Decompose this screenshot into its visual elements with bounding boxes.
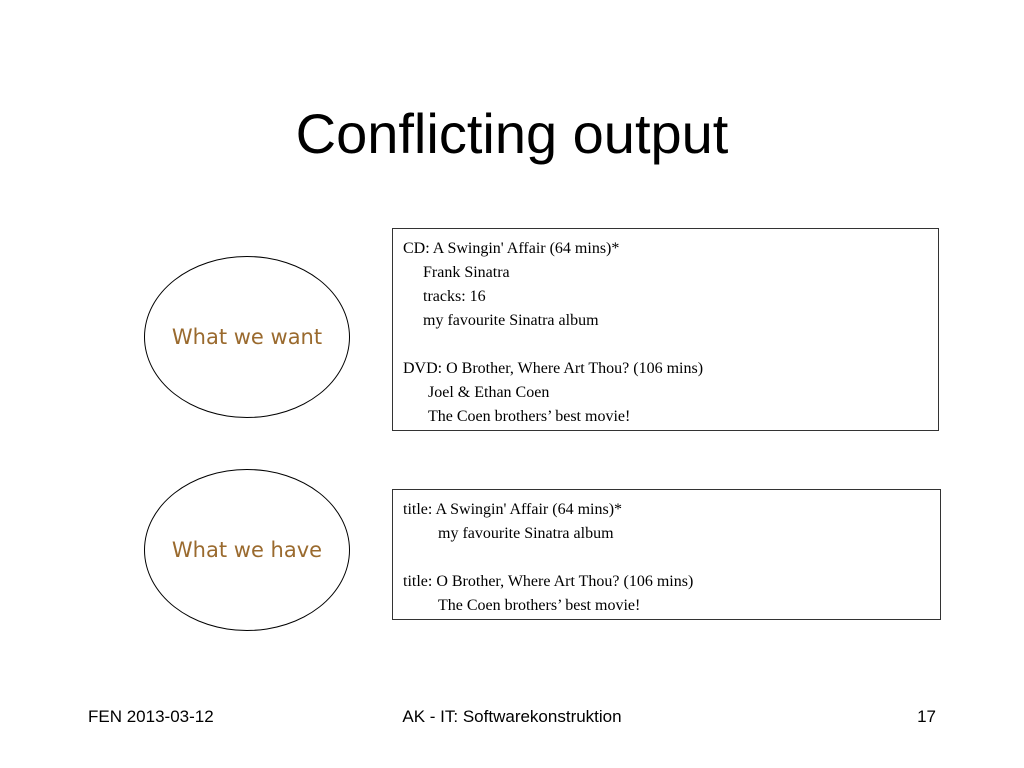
slide-title: Conflicting output [295, 102, 729, 165]
output-line: CD: A Swingin' Affair (64 mins)* [403, 240, 620, 257]
output-line: my favourite Sinatra album [438, 525, 614, 542]
footer-page-number: 17 [917, 707, 936, 726]
what-we-have-label: What we have [171, 538, 323, 562]
output-line: The Coen brothers’ best movie! [428, 408, 631, 425]
blank-line [403, 546, 930, 570]
output-line: Frank Sinatra [423, 264, 510, 281]
output-line: title: O Brother, Where Art Thou? (106 mins) [403, 573, 694, 590]
output-line: The Coen brothers’ best movie! [438, 597, 641, 614]
output-line: title: A Swingin' Affair (64 mins)* [403, 501, 623, 518]
what-we-have-ellipse [144, 469, 350, 631]
footer-date: FEN 2013-03-12 [88, 707, 214, 726]
output-line: DVD: O Brother, Where Art Thou? (106 mins) [403, 360, 704, 377]
what-we-want-label: What we want [171, 325, 323, 349]
output-line: my favourite Sinatra album [423, 312, 599, 329]
actual-output-box [392, 489, 941, 620]
what-we-want-ellipse [144, 256, 350, 418]
desired-output-box [392, 228, 939, 431]
footer-course: AK - IT: Softwarekonstruktion [402, 707, 622, 726]
blank-line [403, 333, 928, 357]
output-line: tracks: 16 [423, 288, 486, 305]
output-line: Joel & Ethan Coen [428, 384, 550, 401]
